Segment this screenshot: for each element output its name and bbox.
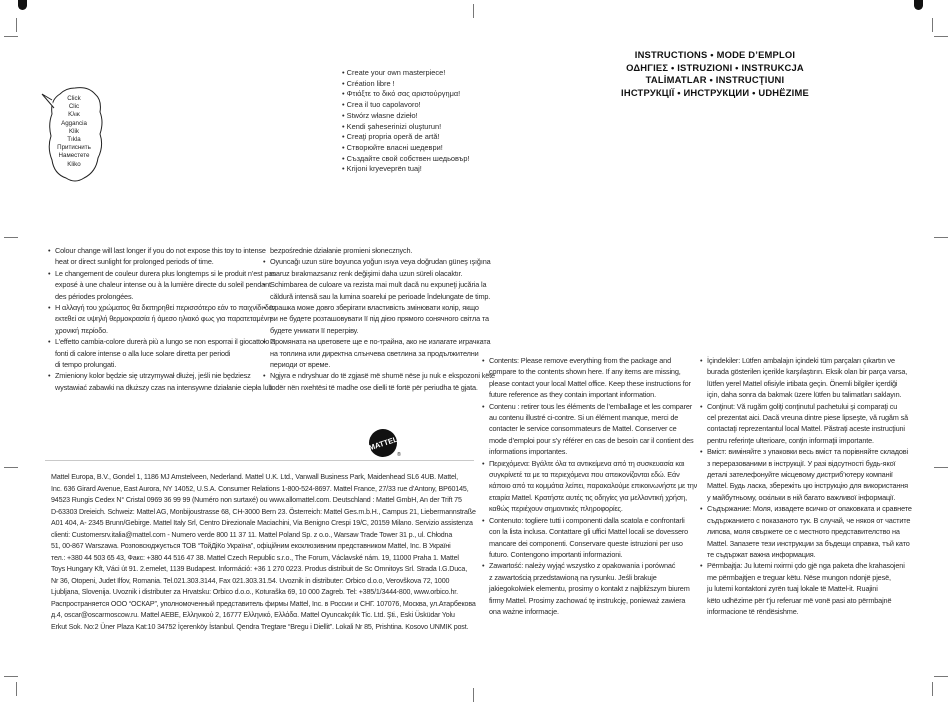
text-line: те съдържат важна информация. [707,549,816,559]
text-line: εκτεθεί σε υψηλή θερμοκρασία ή άμεσο ηλιακό φως για παρατεταμένη [55,314,272,324]
paragraph [263,370,495,393]
crop-mark [16,682,17,696]
text-line: • Schimbarea de culoare va rezista mai mult dacă nu expuneţi jucăria la [270,280,487,290]
text-line: • Ngjyra e ndryshuar do të zgjasë më shumë nëse ju nuk e ekspozoni këtë [270,371,495,381]
text-line: липсва, моля свържете се с местното представителство на [707,527,900,537]
heading-line: ΟΔΗΓΙΕΣ • ISTRUZIONI • INSTRUKCJA [626,61,804,73]
address-line: Inc. 636 Girard Avenue, East Aurora, NY 14052, U.S.A. Consumer Relations 1-800-524-8697. Mattel France, 27/33 rue d’Antony, BP60145, [51,484,469,493]
address-line: 94523 Rungis Cedex N° Cristal 0969 36 99 99 (Numéro non surtaxé) ou www.allomattel.com. Deutschland : Mattel GmbH, An der Trift 75 [51,496,462,504]
logo-text: MATTEL [367,434,399,453]
text-line: • Zawartość: należy wyjąć wszystko z opakowania i porównać [489,561,676,571]
paragraph [482,560,697,617]
address-line: Toys Hungary Kft, Váci út 91. 2.emelet, 1139 Budapest. Információ: +36 1 270 0223. Produs distribuit de Sc Omnitoys Srl. Strada I.G.Duca, [51,565,468,573]
crop-mark [4,237,18,238]
paragraph [263,302,489,336]
paragraph [263,279,491,302]
divider [45,460,474,461]
crop-mark [932,18,933,32]
text-line: fonti di calore intense o alla luce solare diretta per periodi [55,348,231,358]
paragraph [48,245,266,268]
text-line: συγκρίνετέ τα με τα περιεχόμενα που απεικονίζονται εδώ. Εάν [489,470,680,480]
click-words [47,95,101,169]
registered-mark: ® [397,452,401,458]
crop-mark [934,676,948,677]
text-line: këto udhëzime për t’ju referuar më vonë pasi ato përmbajnë [707,595,892,605]
text-line: contactaţi reprezentantul local Mattel. Păstraţi aceste instrucţiuni [707,424,905,434]
click-word: Aggancia [61,119,87,127]
text-line: con la lista inclusa. Contattare gli uffici Mattel locali se dovessero [489,527,689,537]
text-line: compare to the contents shown here. If any items are missing, [489,367,681,377]
text-line: des périodes prolongées. [55,291,134,301]
distributor-addresses [51,472,476,633]
click-word: Κλικ [68,111,80,119]
paragraph [263,256,491,279]
crop-mark [934,237,948,238]
paragraph [48,370,273,393]
click-word: Kliko [67,160,81,168]
paragraph [482,355,697,401]
list-item: • Kendi şaheserinizi oluşturun! [342,122,522,133]
text-line: καθώς περιέχουν σημαντικές πληροφορίες. [489,504,623,514]
list-item: • Crea il tuo capolavoro! [342,100,522,111]
text-line: pentru referinţe ulterioare, conţin informaţii importante. [707,435,874,445]
contents-column-2 [700,355,915,617]
address-line: Erkut Sok. No:2 Üner Plaza Kat:10 34752 İçerenköy İstanbul. Qendra Tregtare “Bregu i Diellit”. Lokali Nr 85, Prishtina. Kosovo UNMIK post. [51,622,469,631]
text-line: bezpośrednie działanie promieni słonecznych. [270,246,413,255]
address-line: Nr 36, Otopeni, Judet Ilfov, Romania. Tel.021.303.3144, Fax 021.303.31.54. Uvoznik in distributer: Orbico d.o.o, Verovškova 72, 1000 [51,576,450,585]
crop-mark [934,467,948,468]
text-line: • Contenuto: togliere tutti i componenti dalla scatola e confrontarli [489,515,685,525]
list-item: • Création libre ! [342,79,522,90]
crop-mark [4,676,18,677]
mattel-logo [366,425,402,461]
text-line: • Промяната на цветовете ще е по-трайна, ако не излагате играчката [270,337,491,347]
color-change-column-1 [48,245,276,393]
crop-mark [16,18,17,32]
list-item: • Φτιάξτε το δικό σας αριστούργημα! [342,89,522,100]
text-line: • Zmieniony kolor będzie się utrzymywał dłużej, jeśli nie będziesz [55,371,251,381]
list-item: • Creaţi propria operă de artă! [342,132,522,143]
crop-mark [932,682,933,696]
text-line: future reference as they contain important information. [489,390,656,400]
create-masterpiece-list [342,68,522,175]
paragraph [700,355,915,401]
text-line: • Colour change will last longer if you do not expose this toy to intense [55,246,266,255]
list-item: • Stwórz własne dzieło! [342,111,522,122]
registration-mark-right [914,0,923,10]
paragraph [482,515,697,561]
text-line: • Përmbajtja: Ju lutemi nxirrni çdo gjë nga paketa dhe krahasojeni [707,561,905,571]
address-line: Распространяется ООО “ОСКАР”, уполномоченный представитель фирмы Mattel, Inc. в России и СНГ. 107076, Москва, ул.Атарбекова [51,599,476,608]
text-line: κάποιο από τα κομμάτια λείπει, παρακαλούμε επικοινωνήστε με την [489,481,698,491]
text-line: di tempo prolungati. [55,360,117,370]
paragraph [700,446,915,503]
text-line: • Іграшка може довго зберігати властивість змінювати колір, якщо [270,303,479,313]
paragraph [48,268,276,302]
text-line: на топлина или директна слънчева светлина за продължителни [270,348,479,358]
instructions-heading [596,49,834,99]
text-line: • Conţinut: Vă rugăm goliţi conţinutul pachetului şi comparaţi cu [707,401,898,411]
text-line: деталі зателефонуйте місцевому дистриб’ютеру компанії [707,470,893,480]
text-line: • Contenu : retirer tous les éléments de l’emballage et les comparer [489,401,693,411]
text-line: у майбутньому, оскільки в ній багато важливої інформації. [707,492,896,502]
text-line: съдържанието с показаното тук. В случай, че някоя от частите [707,515,911,525]
paragraph [482,401,697,458]
text-line: • Περιεχόμενα: Βγάλτε όλα τα αντικείμενα από τη συσκευασία και [489,458,685,468]
text-line: cel prezentat aici. Dacă vreuna dintre piese lipseşte, vă rugăm să [707,413,909,423]
text-line: wystawiać zabawki na dłuższy czas na intensywne działanie ciepła lub [55,382,273,392]
text-line: firmy Mattel. Prosimy zachować tę instrukcję, ponieważ zawiera [489,595,686,605]
text-line: периоди от време. [270,360,331,370]
text-line: burada gösterilen içerikle karşılaştırın. Eksik olan bir parça varsa, [707,367,908,377]
text-line: mode d’emploi pour s’y référer en cas de besoin car il contient des [489,435,694,445]
paragraph [263,336,491,370]
list-item: • Krijoni kryeveprën tuaj! [342,164,522,175]
text-line: • L’effetto cambia-colore durerà più a lungo se non esporrai il giocattolo a [55,337,275,347]
address-line: A01 404, A- 2345 Brunn/Gebirge. Mattel Italy Srl, Centro Direzionale Maciachini, Via Benigno Crespi 19/C, 20159 Milano. Servizio assistenza [51,519,473,527]
text-line: • Съдържание: Моля, извадете всичко от опаковката и сравнете [707,504,912,514]
text-line: căldură intensă sau la lumina soarelui pe perioade îndelungate de timp. [270,291,491,301]
text-line: heat or direct sunlight for prolonged periods of time. [55,257,214,267]
text-line: • Oyuncağı uzun süre boyunca yoğun ısıya veya doğrudan güneş ışığına [270,257,491,267]
heading-line: TALİMATLAR • INSTRUCŢIUNI [645,74,785,86]
text-line: me përmbajtjen e treguar këtu. Nëse mungon ndonjë pjesë, [707,572,891,582]
text-line: • Вміст: виміняйте з упаковки весь вміст та порівняйте складові [707,447,908,457]
text-line: lütfen yerel Mattel ofisiyle irtibata geçin. Önemli bilgiler içerdiği [707,378,898,388]
list-item: • Създайте свой собствен шедьовър! [342,154,522,165]
address-line: тел.: +380 44 503 65 43, Факс: +380 44 516 47 38. Mattel Czech Republic s.r.o., The Forum, Václavské nám. 19, 11000 Praha 1. Mattel [51,553,459,562]
crop-mark [4,467,18,468]
text-line: maruz bırakmazsanız renk değişimi daha uzun süreli olacaktır. [270,268,463,278]
text-line: mancare dei componenti. Conservare queste istruzioni per uso [489,538,683,548]
paragraph [700,560,915,617]
text-line: з переразованими в інструкції. У разі відсутності будь-якої [707,458,896,468]
text-line: lodër nën nxehtësi të madhe ose dielli të fortë për periudha të gjata. [270,382,478,392]
text-line: exposé à une chaleur intense ou à la lumière directe du soleil pendant [55,280,271,290]
paragraph [482,458,697,515]
click-word: Clic [68,103,80,111]
text-line: • Le changement de couleur durera plus longtemps si le produit n’est pas [55,268,276,278]
text-line: будете уникати її перегріву. [270,325,359,335]
paragraph [263,245,473,256]
click-word: Click [67,95,81,102]
crop-mark [473,4,474,18]
address-line: clienti: Customersrv.italia@mattel.com - Numero verde 800 11 37 11. Mattel Poland Sp. z o.o., Warsaw Trade Tower 31 p., ul. Chłodna [51,530,453,539]
crop-mark [4,36,18,37]
text-line: au contenu illustré ci-contre. Si un élément manque, merci de [489,413,679,423]
crop-mark [934,36,948,37]
text-line: χρονική περίοδο. [55,325,108,335]
text-line: • Η αλλαγή του χρώματος θα διατηρηθεί περισσότερο εάν το παιχνίδι δεν [55,303,276,313]
address-line: D-63303 Dreieich. Schweiz: Mattel AG, Monbijoustrasse 68, CH-3000 Bern 23. Österreich: Mattel Ges.m.b.H., Campus 21, Liebermannstraße [51,507,476,516]
color-change-column-2 [263,245,495,393]
heading-line: INSTRUCTIONS • MODE D’EMPLOI [634,49,796,60]
click-word: Притиснить [57,144,91,152]
text-line: • İçindekiler: Lütfen ambalajın içindeki tüm parçaları çıkartın ve [707,356,895,365]
paragraph [700,503,915,560]
text-line: Mattel. Запазете тези инструкции за бъдещи справка, тъй като [707,538,910,548]
text-line: için, daha sonra da bakmak üzere lütfen bu talimatları saklayın. [707,390,902,400]
text-line: Mattel. Будь ласка, збережіть цю інструкцію для використання [707,481,908,491]
address-line: д.4, oscar@oscarmoscow.ru. Mattel AEBE, Ελληνικού 2, 16777 Ελληνικό, Ελλάδα. Mattel Oyuncakçılık Tic. Ltd. Şti., Eski Üsküdar Yolu [51,611,455,619]
text-line: contacter le service consommateurs de Mattel. Conserver ce [489,424,677,434]
click-word: Klik [69,127,79,135]
text-line: jakiegokolwiek elementu, prosimy o kontakt z najbliższym biurem [489,584,690,594]
text-line: futuro. Contengono importanti informazioni. [489,549,623,559]
paragraph [48,302,276,336]
text-line: ona ważne informacje. [489,606,559,616]
crop-mark [473,688,474,702]
contents-column-1 [482,355,697,617]
text-line: informacione të rëndësishme. [707,606,799,616]
text-line: εταιρία Mattel. Κρατήστε αυτές τις οδηγίες για μελλοντική χρήση, [489,492,687,502]
heading-line: ІНСТРУКЦІЇ • ИНСТРУКЦИИ • UDHËZIME [621,86,809,98]
text-line: • Contents: Please remove everything from the package and [489,356,671,365]
address-line: Ljubljana, Slovenija. Uvoznik i distributer za Hrvatsku: Orbico d.o.o., Koturaška 69, 10 000 Zagreb. Tel: +385/1/3444-800, www.orbico.hr. [51,588,458,596]
text-line: z zawartością przedstawioną na rysunku. Jeśli brakuje [489,572,657,582]
address-line: Mattel Europa, B.V., Gondel 1, 1186 MJ Amstelveen, Nederland. Mattel U.K. Ltd., Vanwall Business Park, Maidenhead SL6 4UB. Mattel, [51,473,459,481]
text-line: informations importantes. [489,447,568,457]
text-line: please contact your local Mattel office. Keep these instructions for [489,378,691,388]
paragraph [700,401,915,447]
list-item: • Створюйте власні шедеври! [342,143,522,154]
text-line: ви не будете розташовувати її під дією прямого сонячного світла та [270,314,489,324]
text-line: ju lutemi kontaktoni zyrën tuaj lokale të Mattel-it. Ruajini [707,584,878,594]
registration-mark-left [18,0,27,10]
click-word: Tıkla [67,136,81,144]
paragraph [48,336,275,370]
address-line: 51, 00-867 Warszawa. Розповсюджується ТОВ “ТойДіКо Україна”, офіційним ексклюзивним представником Mattel, Inc. В Україні [51,542,451,550]
click-word: Наместете [58,152,90,160]
list-item: • Create your own masterpiece! [342,68,522,79]
